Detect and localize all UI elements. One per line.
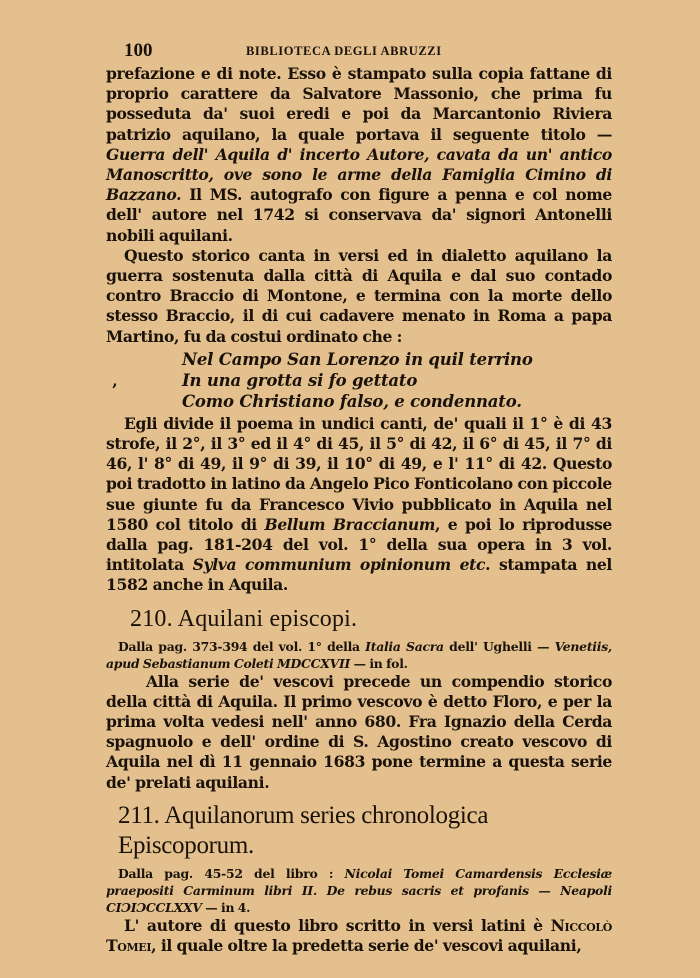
bibliographic-reference: [106, 638, 612, 672]
verse-line: Como Christiano falso, e condennato.: [182, 391, 522, 411]
reference-imprint: Venetiis, apud Sebastianum Coleti MDCCXVII: [106, 638, 612, 671]
paragraph-text: , il quale oltre la predetta serie de' vescovi aquilani,: [151, 936, 582, 956]
paragraph-text: L' autore di questo libro scritto in versi latini è: [124, 915, 551, 935]
verse-line: In una grotta si fo gettato: [182, 370, 418, 390]
book-page: [106, 40, 612, 956]
running-title: BIBLIOTECA DEGLI ABRUZZI: [246, 44, 442, 58]
section-heading-211: 211. Aquilanorum series chronologica Episcoporum.: [118, 801, 489, 859]
work-title: Sylva communium opinionum etc: [192, 555, 486, 575]
reference-title: Nicolai Tomei Camardensis Ecclesiæ praepositi Carminum libri II. De rebus sacris et profanis — Neapoli CIƆIƆCCLXXV: [106, 865, 612, 915]
reference-title: Italia Sacra: [365, 638, 444, 654]
paragraph-text: . stampata nel 1582 anche in Aquila.: [106, 555, 612, 595]
reference-text: Dalla pag. 45-52 del libro :: [118, 865, 345, 881]
reference-text: Dalla pag. 373-394 del vol. 1° della: [118, 638, 366, 654]
running-header: [106, 40, 612, 64]
verse-line: Nel Campo San Lorenzo in quil terrino: [182, 349, 533, 369]
paragraph-author: [106, 916, 612, 956]
reference-text: — in 4.: [201, 899, 251, 915]
paragraph-text: prefazione e di note. Esso è stampato sulla copia fattane di proprio carattere da Salvatore Massonio, che prima fu posseduta da' suoi eredi e poi da Marcantonio Riviera patrizio aquilano, la quale portava il seguente titolo —: [106, 64, 612, 144]
paragraph-text: Egli divide il poema in undici canti, de' quali il 1° è di 43 strofe, il 2°, il 3° ed il 4° di 45, il 5° di 42, il 6° di 45, il 7° di 46, l' 8° di 49, il 9° di 39, il 10° di 49, e l' 11° di 42. Questo poi tradotto in latino da Angelo Pico Fonticolano con piccole sue giunte fu da Francesco Vivio pubblicato in Aquila nel 1580 col titolo di: [106, 413, 612, 534]
paragraph-text: , e poi lo riprodusse dalla pag. 181-204 del vol. 1° della sua opera in 3 vol. intitolata: [106, 514, 612, 575]
manuscript-title: Guerra dell' Aquila d' incerto Autore, cavata da un' antico Manoscritto, ove sono le arme della Famiglia Cimino di Bazzano.: [106, 144, 612, 205]
paragraph-cantos: [106, 414, 612, 596]
reference-text: — in fol.: [350, 655, 408, 671]
paragraph-poem-summary: Questo storico canta in versi ed in dialetto aquilano la guerra sostenuta dalla città di Aquila e dal suo contado contro Braccio di Montone, e termina con la morte dello stesso Braccio, il di cui cadavere menato in Roma a papa Martino, fu da costui ordinato che :: [106, 245, 612, 346]
page-number: 100: [124, 40, 153, 61]
work-title: Bellum Braccianum: [264, 514, 436, 534]
paragraph-manuscript-description: [106, 64, 612, 246]
margin-mark: ‚: [112, 370, 118, 390]
reference-text: dell' Ughelli —: [443, 638, 555, 654]
paragraph-bishops: Alla serie de' vescovi precede un compendio storico della città di Aquila. Il primo vescovo è detto Floro, e per la prima volta vedesi nell' anno 680. Fra Ignazio della Cerda spagnuolo e dell' ordine di S. Agostino creato vescovo di Aquila nel dì 11 gennaio 1683 pone termine a questa serie de' prelati aquilani.: [106, 671, 612, 792]
paragraph-text: Il MS. autografo con figure a penna e col nome dell' autore nel 1742 si conservava da' signori Antonelli nobili aquilani.: [106, 185, 612, 245]
author-name: Niccolò Tomei: [106, 915, 612, 956]
bibliographic-reference: [106, 865, 612, 916]
verse-quote: [106, 349, 612, 412]
section-heading-210: 210. Aquilani episcopi.: [130, 605, 358, 632]
